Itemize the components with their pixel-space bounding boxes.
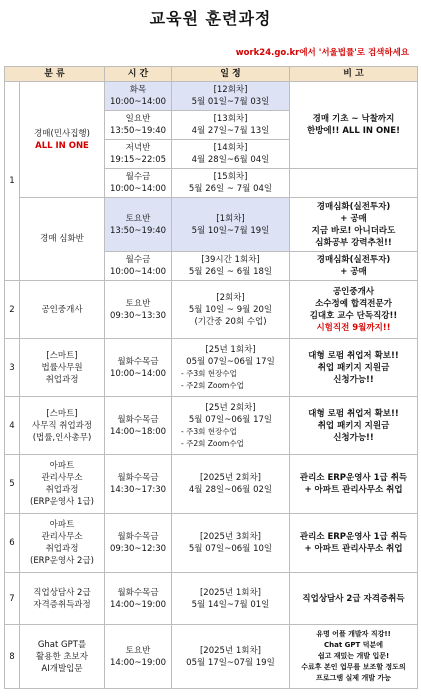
session-hours: 14:00~18:00	[109, 426, 167, 437]
remark-highlight: 시험직전 9월까지!!	[316, 322, 391, 333]
session-schedule	[172, 140, 290, 169]
remark-line: 경매 기초 ~ 낙찰까지	[312, 114, 395, 124]
session-dates: 05월 07일~06월 17일	[186, 356, 275, 367]
session-days: 월수금	[125, 255, 151, 265]
header-remark: 비 고	[290, 67, 418, 82]
remark-line: 경매심화(실전투자)	[316, 201, 391, 212]
table-row	[5, 625, 418, 689]
session-round: [25년 2회차]	[205, 402, 256, 413]
table-row	[5, 198, 418, 252]
session-dates: 5월 01일~7월 03일	[191, 97, 270, 107]
session-schedule	[172, 252, 290, 281]
remark-line: 수료후 본인 업무를 보조할 정도의	[301, 663, 406, 671]
session-hours: 13:50~19:40	[109, 225, 167, 236]
session-dates: 4월 28일~6월 04일	[191, 155, 270, 165]
session-schedule	[172, 281, 290, 339]
session-round: [39시간 1회차]	[201, 255, 260, 265]
session-hours: 14:00~19:00	[109, 657, 167, 668]
course-name	[20, 514, 105, 573]
session-hours: 14:30~17:30	[109, 485, 167, 495]
remark-line: 한방에!! ALL IN ONE!	[307, 126, 400, 136]
course-name-line: 자격증취득과정	[33, 599, 91, 610]
session-hours: 10:00~14:00	[109, 267, 167, 277]
course-remark	[290, 625, 418, 689]
course-name-line: 경매(민사집행)	[34, 128, 90, 139]
course-name-line: 관리사무소	[41, 532, 83, 542]
session-round: [12회차]	[213, 85, 248, 95]
course-remark	[290, 281, 418, 339]
session-dates: 4월 27일~7월 13일	[191, 126, 270, 136]
table-row	[5, 82, 418, 111]
session-schedule	[172, 111, 290, 140]
row-number: 4	[5, 397, 20, 455]
table-row	[5, 573, 418, 625]
course-remark	[290, 252, 418, 281]
remark-line: 취업 패키지 지원금	[317, 362, 390, 373]
course-name-line: 취업과정	[45, 544, 79, 554]
remark-line: 김대호 교수 단독직강!!	[309, 310, 398, 321]
table-header-row	[5, 67, 418, 82]
session-schedule	[172, 625, 290, 689]
session-days: 월화수목금	[117, 587, 159, 598]
remark-line: 대형 로펌 취업저 확보!!	[308, 350, 399, 361]
session-note: - 주3회 현장수업	[181, 426, 237, 436]
session-days: 월화수목금	[117, 356, 159, 367]
session-round: [1회차]	[216, 213, 245, 224]
course-tag: ALL IN ONE	[35, 140, 89, 151]
course-name	[20, 573, 105, 625]
table-row	[5, 397, 418, 455]
course-remark	[290, 397, 418, 455]
session-time	[105, 281, 172, 339]
session-round: [14회차]	[213, 143, 248, 153]
table-row	[5, 339, 418, 397]
session-note: - 주2회 Zoom수업	[181, 438, 244, 448]
course-name-line: 공인중개사	[41, 304, 83, 315]
session-round: [2025년 3회차]	[199, 532, 261, 542]
course-name-line: 아파트	[49, 461, 75, 471]
course-name-line: (법률,인사총무)	[32, 432, 92, 443]
session-hours: 14:00~19:00	[109, 599, 167, 610]
course-name: 경매 심화반	[20, 198, 105, 281]
session-dates: 05월 17일~07월 19일	[186, 657, 275, 668]
session-days: 월수금	[125, 172, 151, 182]
session-time	[105, 111, 172, 140]
row-number: 3	[5, 339, 20, 397]
course-name-line: Ghat GPT를	[37, 639, 87, 650]
session-round: [25년 1회차]	[205, 344, 256, 355]
session-days: 월화수목금	[117, 473, 159, 483]
remark-line: 심화공부 강력추천!!	[315, 237, 392, 248]
session-note: - 주2회 Zoom수업	[181, 380, 244, 390]
session-dates: 4월 28일~06월 02일	[188, 485, 273, 495]
session-hours: 09:30~12:30	[109, 544, 167, 554]
remark-line: 공인중개사	[332, 286, 375, 297]
header-category: 분 류	[5, 67, 105, 82]
session-days: 저녁반	[125, 143, 151, 153]
session-time	[105, 339, 172, 397]
remark-line: 소수정예 합격전문가	[315, 298, 392, 309]
course-remark-empty	[290, 169, 418, 198]
course-name	[20, 281, 105, 339]
table-row	[5, 514, 418, 573]
course-name-line: [스마트]	[46, 350, 78, 361]
session-schedule	[172, 82, 290, 111]
remark-line: 관리소 ERP운영사 1급 취득	[299, 473, 408, 483]
session-days: 토요반	[125, 298, 151, 309]
course-table	[4, 66, 418, 689]
remark-line: 유명 어플 개발자 직강!!	[316, 630, 391, 638]
header-time: 시 간	[105, 67, 172, 82]
remark-line: + 아파트 관리사무소 취업	[304, 485, 403, 495]
session-time	[105, 573, 172, 625]
session-dates: 5월 14일~7월 01일	[191, 599, 270, 610]
remark-line: 관리소 ERP운영사 1급 취득	[299, 532, 408, 542]
course-name-line: (ERP운영사 1급)	[30, 497, 94, 507]
remark-line: 직업상담사 2급 자격증취득	[302, 593, 405, 604]
remark-line: 신청가능!!	[333, 374, 374, 385]
table-row	[5, 281, 418, 339]
session-schedule	[172, 198, 290, 252]
session-days: 일요반	[125, 114, 151, 124]
course-name-line: 법률사무원	[41, 362, 83, 373]
session-round: [2회차]	[216, 292, 245, 303]
session-schedule	[172, 514, 290, 573]
remark-line: 대형 로펌 취업저 확보!!	[308, 408, 399, 419]
course-name-line: 아파트	[49, 520, 75, 530]
course-name	[20, 625, 105, 689]
session-dates: 5월 26일 ~ 6월 18일	[188, 267, 273, 277]
remark-line: + 공매	[340, 267, 367, 277]
session-hours: 19:15~22:05	[109, 155, 167, 165]
course-remark	[290, 339, 418, 397]
row-number: 7	[5, 573, 20, 625]
remark-line: 취업 패키지 지원금	[317, 420, 390, 431]
row-number: 8	[5, 625, 20, 689]
course-remark	[290, 514, 418, 573]
session-time	[105, 140, 172, 169]
course-name	[20, 82, 105, 198]
course-remark	[290, 573, 418, 625]
course-remark	[290, 82, 418, 169]
session-days: 월화수목금	[117, 532, 159, 542]
session-time	[105, 625, 172, 689]
row-number: 1	[5, 82, 20, 281]
session-days: 월화수목금	[117, 414, 159, 425]
remark-line: + 아파트 관리사무소 취업	[304, 544, 403, 554]
course-name	[20, 455, 105, 514]
session-schedule	[172, 339, 290, 397]
course-name-line: (ERP운영사 2급)	[30, 556, 94, 566]
session-dates: 5월 26일 ~ 7월 04일	[188, 184, 273, 194]
session-round: [15회차]	[213, 172, 248, 182]
session-schedule	[172, 397, 290, 455]
table-row	[5, 455, 418, 514]
course-name-line: 직업상담사 2급	[33, 587, 91, 598]
session-dates: 5월 10일~7월 19일	[191, 225, 270, 236]
session-time	[105, 455, 172, 514]
session-time	[105, 514, 172, 573]
session-time	[105, 198, 172, 252]
session-days: 토요반	[125, 645, 151, 656]
course-name-line: 취업과정	[45, 485, 79, 495]
row-number: 6	[5, 514, 20, 573]
course-name-line: 취업과정	[45, 374, 79, 385]
session-round: [13회차]	[213, 114, 248, 124]
session-time	[105, 252, 172, 281]
session-days: 화목	[129, 85, 147, 95]
session-note: (기간중 20회 수업)	[194, 316, 267, 327]
course-name-line: 관리사무소	[41, 473, 83, 483]
session-schedule	[172, 169, 290, 198]
remark-line: + 공매	[340, 213, 367, 224]
session-hours: 10:00~14:00	[109, 184, 167, 194]
remark-line: 프로그램 실제 개발 가능	[316, 674, 391, 682]
session-note: - 주3회 현장수업	[181, 368, 237, 378]
course-remark	[290, 198, 418, 252]
course-name-line: AI개발입문	[41, 663, 83, 674]
course-name	[20, 397, 105, 455]
session-schedule	[172, 455, 290, 514]
session-hours: 10:00~14:00	[109, 368, 167, 379]
session-hours: 13:50~19:40	[109, 126, 167, 136]
course-name-line: 사무직 취업과정	[31, 420, 93, 431]
session-time	[105, 169, 172, 198]
session-round: [2025년 2회차]	[199, 473, 261, 483]
course-remark	[290, 455, 418, 514]
session-hours: 10:00~14:00	[109, 97, 167, 107]
header-schedule: 일 정	[172, 67, 290, 82]
remark-line: 신청가능!!	[333, 432, 374, 443]
page-title: 교육원 훈련과정	[149, 9, 272, 28]
row-number: 2	[5, 281, 20, 339]
search-notice: work24.go.kr에서 '서울법률'로 검색하세요	[235, 48, 409, 58]
session-schedule	[172, 573, 290, 625]
remark-line: 쉽고 재밌는 개발 입문!	[317, 652, 390, 660]
course-name	[20, 339, 105, 397]
session-days: 토요반	[125, 213, 151, 224]
session-dates: 5월 07일~06월 17일	[188, 414, 273, 425]
session-time	[105, 397, 172, 455]
remark-line: 지금 바로! 아니더라도	[311, 225, 396, 236]
session-round: [2025년 1회차]	[199, 587, 261, 598]
row-number: 5	[5, 455, 20, 514]
remark-line: Chat GPT 덕분에	[323, 641, 383, 649]
session-round: [2025년 1회차]	[199, 645, 261, 656]
session-dates: 5월 10일 ~ 9월 20일	[188, 304, 273, 315]
session-hours: 09:30~13:30	[109, 310, 167, 321]
session-dates: 5월 07일~06월 10일	[188, 544, 273, 554]
course-name-line: [스마트]	[46, 408, 78, 419]
remark-line: 경매심화(실전투자)	[316, 255, 391, 265]
session-time	[105, 82, 172, 111]
course-name-line: 활용한 초보자	[36, 651, 88, 662]
